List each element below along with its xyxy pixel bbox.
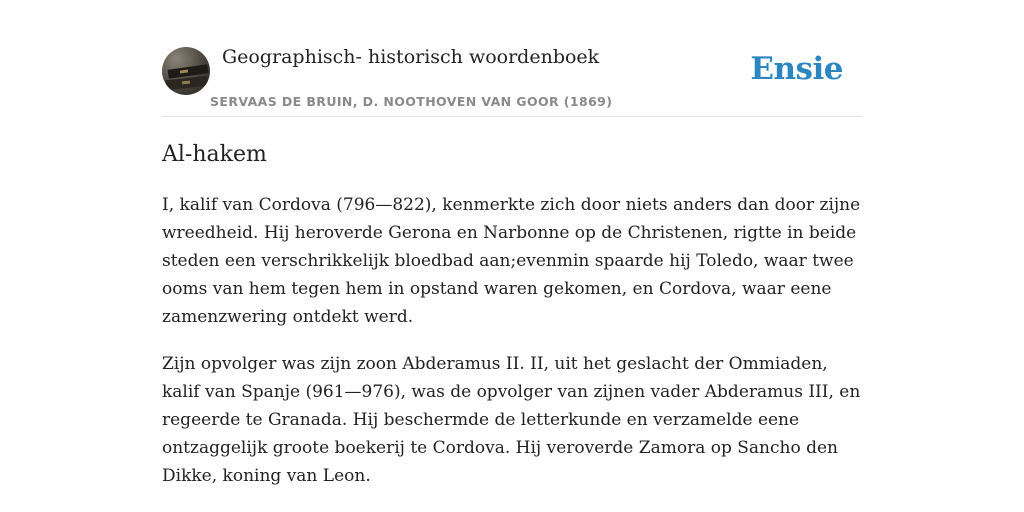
- entry-body: [162, 191, 862, 490]
- ensie-logo[interactable]: Ensie: [750, 51, 843, 87]
- entry-title: Al-hakem: [162, 142, 267, 167]
- book-author: SERVAAS DE BRUIN, D. NOOTHOVEN VAN GOOR (1869): [210, 94, 613, 109]
- book-title-link[interactable]: Geographisch- historisch woordenboek: [222, 46, 600, 68]
- page: [162, 0, 862, 512]
- book-header: [162, 0, 862, 117]
- entry-paragraph: I, kalif van Cordova (796—822), kenmerkte zich door niets anders dan door zijne wreedheid. Hij heroverde Gerona en Narbonne op de Christenen, rigtte in beide steden een verschrikkelijk bloedbad aan;evenmin spaarde hij Toledo, waar twee ooms van hem tegen hem in opstand waren gekomen, en Cordova, waar eene zamenzwering ontdekt werd.: [162, 195, 861, 327]
- entry-paragraph: Zijn opvolger was zijn zoon Abderamus II. II, uit het geslacht der Ommiaden, kalif van Spanje (961—976), was de opvolger van zijnen vader Abderamus III, en regeerde te Granada. Hij beschermde de letterkunde en verzamelde eene ontzaggelijk groote boekerij te Cordova. Hij veroverde Zamora op Sancho den Dikke, koning van Leon.: [162, 354, 861, 486]
- book-cover-avatar[interactable]: [162, 47, 210, 95]
